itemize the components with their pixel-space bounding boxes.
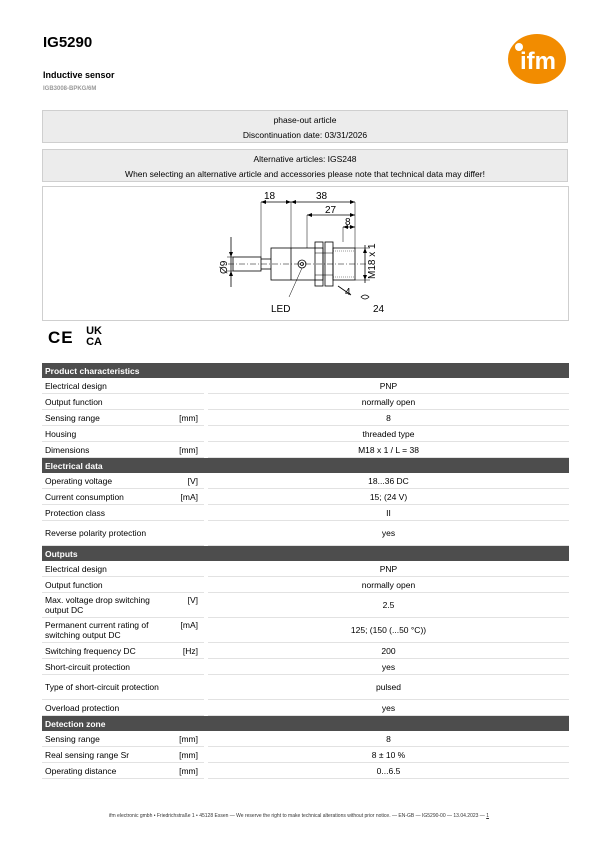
spec-table — [42, 363, 569, 779]
section-title: Electrical data — [42, 458, 569, 474]
led-label: LED — [271, 304, 291, 315]
spec-unit — [165, 675, 204, 700]
section-title: Product characteristics — [42, 363, 569, 378]
spec-label: Real sensing range Sr — [42, 747, 165, 763]
spec-row — [42, 561, 569, 577]
dim-diameter-9: Ø9 — [219, 260, 230, 274]
spec-label: Short-circuit protection — [42, 659, 165, 675]
dimension-drawing — [43, 187, 570, 322]
spec-label: Overload protection — [42, 700, 165, 716]
spec-value: pulsed — [208, 675, 569, 700]
spec-unit — [165, 394, 204, 410]
spec-label: Reverse polarity protection — [42, 521, 165, 546]
spec-unit: [mm] — [165, 747, 204, 763]
spec-value: M18 x 1 / L = 38 — [208, 442, 569, 458]
ukca-bottom: CA — [86, 336, 102, 348]
spec-value: 8 — [208, 410, 569, 426]
ukca-mark — [86, 326, 102, 348]
spec-label: Sensing range — [42, 410, 165, 426]
ifm-logo — [507, 33, 567, 85]
section-title: Detection zone — [42, 716, 569, 732]
dim-38: 38 — [316, 191, 328, 202]
product-code: IGB3008-BPKG/6M — [43, 86, 97, 92]
spec-unit — [165, 659, 204, 675]
spec-value: 15; (24 V) — [208, 489, 569, 505]
page-number: 1 — [486, 813, 489, 819]
dim-m18: M18 x 1 — [367, 243, 378, 279]
product-subtitle: Inductive sensor — [43, 70, 115, 80]
spec-label: Max. voltage drop switching output DC — [42, 593, 165, 618]
discontinuation-date: Discontinuation date: 03/31/2026 — [242, 130, 368, 140]
dim-24: 24 — [373, 304, 385, 315]
spec-label: Permanent current rating of switching output DC — [42, 618, 165, 643]
spec-row — [42, 659, 569, 675]
section-header — [42, 716, 569, 732]
section-header — [42, 458, 569, 474]
spec-value: normally open — [208, 577, 569, 593]
spec-row — [42, 521, 569, 546]
spec-row — [42, 700, 569, 716]
spec-value: yes — [208, 700, 569, 716]
spec-label: Operating distance — [42, 763, 165, 779]
spec-unit: [mm] — [165, 442, 204, 458]
spec-value: 200 — [208, 643, 569, 659]
dimension-drawing-frame — [42, 186, 569, 321]
spec-row — [42, 577, 569, 593]
spec-label: Output function — [42, 394, 165, 410]
spec-value: normally open — [208, 394, 569, 410]
spec-value: 2.5 — [208, 593, 569, 618]
spec-row — [42, 747, 569, 763]
spec-unit — [165, 577, 204, 593]
spec-label: Switching frequency DC — [42, 643, 165, 659]
spec-row — [42, 505, 569, 521]
spec-unit — [165, 561, 204, 577]
spec-unit: [mm] — [165, 410, 204, 426]
footer-text: ifm electronic gmbh • Friedrichstraße 1 • 45128 Essen — We reserve the right to make technical alterations without prior notice. — EN-GB — IG5290-00 — 13.04.2023 — — [109, 813, 485, 819]
spec-row — [42, 378, 569, 394]
ukca-top: UK — [86, 325, 102, 337]
spec-row — [42, 763, 569, 779]
spec-unit: [Hz] — [165, 643, 204, 659]
spec-value: 8 ± 10 % — [208, 747, 569, 763]
spec-unit: [mm] — [165, 731, 204, 747]
spec-row — [42, 618, 569, 643]
dim-18: 18 — [264, 191, 276, 202]
spec-label: Output function — [42, 577, 165, 593]
phase-out-notice — [42, 110, 568, 143]
dim-8: 8 — [345, 217, 351, 228]
spec-value: PNP — [208, 561, 569, 577]
section-header — [42, 363, 569, 378]
product-title: IG5290 — [43, 34, 93, 51]
spec-row — [42, 473, 569, 489]
spec-unit — [165, 700, 204, 716]
spec-label: Electrical design — [42, 561, 165, 577]
dim-27: 27 — [325, 205, 337, 216]
spec-unit — [165, 505, 204, 521]
spec-value: threaded type — [208, 426, 569, 442]
spec-unit: [V] — [165, 473, 204, 489]
spec-row — [42, 442, 569, 458]
spec-value: yes — [208, 521, 569, 546]
spec-row — [42, 410, 569, 426]
alternative-articles: Alternative articles: IGS248 — [253, 154, 357, 164]
spec-value: II — [208, 505, 569, 521]
spec-row — [42, 426, 569, 442]
spec-unit — [165, 521, 204, 546]
alternative-notice — [42, 149, 568, 182]
spec-value: 18...36 DC — [208, 473, 569, 489]
spec-label: Type of short-circuit protection — [42, 675, 165, 700]
spec-unit — [165, 378, 204, 394]
spec-label: Current consumption — [42, 489, 165, 505]
section-title: Outputs — [42, 546, 569, 562]
spec-value: 0...6.5 — [208, 763, 569, 779]
phase-out-label: phase-out article — [273, 115, 337, 125]
spec-label: Protection class — [42, 505, 165, 521]
spec-row — [42, 593, 569, 618]
section-header — [42, 546, 569, 562]
spec-label: Sensing range — [42, 731, 165, 747]
spec-row — [42, 675, 569, 700]
spec-label: Electrical design — [42, 378, 165, 394]
spec-label: Housing — [42, 426, 165, 442]
spec-unit: [mA] — [165, 489, 204, 505]
dim-4: 4 — [345, 287, 351, 298]
spec-value: 125; (150 (...50 °C)) — [208, 618, 569, 643]
footer — [0, 813, 598, 819]
spec-unit: [V] — [165, 593, 204, 618]
alternative-warning: When selecting an alternative article and accessories please note that technical data may differ! — [125, 169, 485, 179]
certification-marks — [48, 326, 102, 348]
spec-unit — [165, 426, 204, 442]
spec-row — [42, 643, 569, 659]
spec-row — [42, 731, 569, 747]
ce-mark: CE — [48, 328, 74, 347]
spec-unit: [mm] — [165, 763, 204, 779]
spec-unit: [mA] — [165, 618, 204, 643]
spec-row — [42, 394, 569, 410]
spec-value: 8 — [208, 731, 569, 747]
logo-text: ifm — [520, 48, 556, 75]
spec-row — [42, 489, 569, 505]
spec-label: Operating voltage — [42, 473, 165, 489]
spec-label: Dimensions — [42, 442, 165, 458]
spec-value: PNP — [208, 378, 569, 394]
spec-value: yes — [208, 659, 569, 675]
